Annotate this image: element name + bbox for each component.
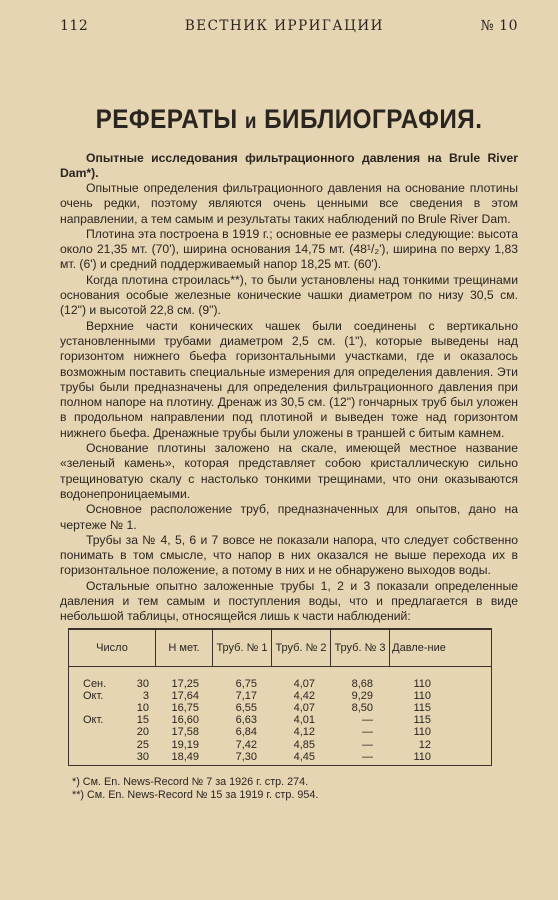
cell-pressure: 110 bbox=[413, 726, 431, 739]
cell-date bbox=[69, 739, 155, 751]
article-body bbox=[60, 181, 518, 625]
cell-head: 16,75 bbox=[171, 701, 199, 714]
cell-date bbox=[69, 751, 155, 763]
table-row bbox=[69, 726, 491, 738]
table-row bbox=[69, 678, 491, 690]
cell-pipe-3: — bbox=[362, 738, 373, 751]
cell-day: 3 bbox=[142, 689, 149, 702]
header-date: Число bbox=[69, 630, 156, 666]
cell-pressure: 110 bbox=[413, 750, 431, 763]
table-row bbox=[69, 702, 491, 714]
cell-day: 30 bbox=[136, 677, 149, 690]
cell-day: 25 bbox=[136, 738, 149, 751]
issue-number: № 10 bbox=[480, 18, 518, 34]
journal-title: ВЕСТНИК ИРРИГАЦИИ bbox=[184, 18, 384, 34]
paragraph: Трубы за № 4, 5, 6 и 7 вовсе не показали напора, что следует собственно понимать в том смысле, что напор в них оказался не выше перехода их в горизонтальное положение, а потому в них и не обнаружено выходов воды. bbox=[60, 532, 518, 578]
section-title-part2: БИБЛИОГРАФИЯ. bbox=[264, 104, 483, 134]
paragraph: Основание плотины заложено на скале, имеющей местное название «зеленый камень», которая представляет собою кристаллическую сильно трещиноватую скалу с настолько тонкими трещинами, что они оказываются водонепроницаемыми. bbox=[60, 441, 518, 501]
paragraph: Остальные опытно заложенные трубы 1, 2 и 3 показали определенные давления и тем самым и поступления воды, что и предлагается в виде небольшой таблицы, относящейся лишь к части наблюдений: bbox=[60, 578, 518, 624]
paragraph: Плотина эта построена в 1919 г.; основные ее размеры следующие: высота около 21,35 мт. (70'), ширина основания 14,75 мт. (48¹/₂'), ширина по верху 1,83 мт. (6') и средний поддерживаемый напор 18,25 мт. (60'). bbox=[60, 226, 518, 272]
header-pipe-2: Труб. № 2 bbox=[272, 630, 331, 666]
footnote: *) См. En. News-Record № 7 за 1926 г. стр. 274. bbox=[72, 775, 309, 788]
running-head bbox=[60, 18, 518, 34]
article-title: Опытные исследования фильтрационного давления на Brule River Dam*). bbox=[60, 151, 518, 180]
cell-day: 20 bbox=[136, 726, 149, 739]
footnotes bbox=[72, 776, 518, 802]
cell-date bbox=[69, 690, 155, 702]
cell-head: 17,58 bbox=[171, 726, 199, 739]
header-pipe-1: Труб. № 1 bbox=[213, 630, 272, 666]
cell-pipe-2: 4,07 bbox=[293, 677, 315, 690]
cell-pressure: 115 bbox=[413, 701, 431, 714]
table-row bbox=[69, 739, 491, 751]
cell-head: 18,49 bbox=[171, 750, 199, 763]
cell-pipe-1: 7,30 bbox=[235, 750, 257, 763]
cell-month bbox=[69, 751, 131, 763]
cell-pipe-3: — bbox=[362, 714, 373, 727]
cell-pipe-3: 9,29 bbox=[351, 689, 373, 702]
page-number: 112 bbox=[60, 18, 89, 34]
cell-pipe-1: 6,63 bbox=[235, 714, 257, 727]
cell-pipe-1: 6,84 bbox=[235, 726, 257, 739]
cell-day: 10 bbox=[136, 701, 149, 714]
cell-month: Окт. bbox=[83, 689, 104, 702]
cell-pipe-1: 7,17 bbox=[235, 689, 257, 702]
cell-pipe-1: 6,75 bbox=[235, 677, 257, 690]
header-pressure: Давле-ние bbox=[392, 641, 446, 654]
paragraph: Опытные определения фильтрационного давления на основание плотины очень редки, поэтому являются очень ценными все сведения в этом направлении, а тем самым и результаты таких наблюдений по Brule River Dam. bbox=[60, 181, 518, 226]
cell-date bbox=[69, 714, 155, 726]
cell-head: 17,64 bbox=[171, 689, 199, 702]
cell-head: 16,60 bbox=[171, 714, 199, 727]
cell-pipe-1: 6,55 bbox=[235, 701, 257, 714]
cell-pipe-3: — bbox=[362, 750, 373, 763]
paragraph: Верхние части конических чашек были соединены с вертикально установленными трубами диаметром 2,5 см. (1"), которые выведены над горизонтом нижнего бьефа горизонтальными участками, где и оказалось возможным поставить специальные измерения для определения давления. Эти трубы были предназначены для определения фильтрационного давления при полном напоре на плотину. Дренаж из 30,5 см. (12") гончарных труб был уложен в продольном направлении под плотиной и выведен тоже над горизонтом нижнего бьефа. Дренажные трубы были уложены в траншей с битым камнем. bbox=[60, 318, 518, 440]
cell-month: Сен. bbox=[83, 677, 107, 690]
cell-day: 15 bbox=[136, 714, 149, 727]
section-title-part1: РЕФЕРАТЫ bbox=[95, 104, 238, 134]
cell-pipe-2: 4,01 bbox=[293, 714, 315, 727]
cell-date bbox=[69, 678, 155, 690]
cell-pipe-3: — bbox=[362, 726, 373, 739]
cell-month bbox=[69, 739, 131, 751]
table-row bbox=[69, 751, 491, 763]
table-row bbox=[69, 714, 491, 726]
cell-pipe-2: 4,07 bbox=[293, 701, 315, 714]
paragraph: Основное расположение труб, предназначенных для опытов, дано на чертеже № 1. bbox=[60, 502, 518, 532]
cell-pipe-2: 4,12 bbox=[293, 726, 315, 739]
table-header bbox=[69, 630, 491, 667]
section-title bbox=[83, 104, 495, 135]
cell-pressure: 115 bbox=[413, 714, 431, 727]
cell-month bbox=[69, 726, 131, 738]
cell-pressure: 110 bbox=[413, 689, 431, 702]
header-head: Н мет. bbox=[156, 630, 213, 666]
cell-month: Окт. bbox=[83, 714, 104, 727]
cell-pressure: 12 bbox=[418, 738, 431, 751]
cell-head: 19,19 bbox=[171, 738, 199, 751]
cell-pressure: 110 bbox=[413, 677, 431, 690]
paragraph: Когда плотина строилась**), то были установлены над тонкими трещинами основания особые железные конические чашки диаметром по низу 30,5 см. (12") и высотой 22,8 см. (9"). bbox=[60, 272, 518, 318]
cell-date bbox=[69, 702, 155, 714]
cell-pipe-2: 4,45 bbox=[293, 750, 315, 763]
cell-pipe-1: 7,42 bbox=[235, 738, 257, 751]
table-row bbox=[69, 690, 491, 702]
cell-date bbox=[69, 726, 155, 738]
observation-table bbox=[68, 628, 492, 766]
footnote: **) См. En. News-Record № 15 за 1919 г. стр. 954. bbox=[72, 788, 319, 801]
cell-pipe-3: 8,68 bbox=[351, 677, 373, 690]
cell-month bbox=[69, 702, 131, 714]
section-title-conj: и bbox=[244, 110, 257, 133]
cell-pipe-3: 8,50 bbox=[351, 701, 373, 714]
cell-pipe-2: 4,85 bbox=[293, 738, 315, 751]
cell-day: 30 bbox=[136, 750, 149, 763]
cell-pipe-2: 4,42 bbox=[293, 689, 315, 702]
header-pipe-3: Труб. № 3 bbox=[331, 630, 390, 666]
cell-head: 17,25 bbox=[171, 677, 199, 690]
table-body bbox=[69, 667, 491, 765]
